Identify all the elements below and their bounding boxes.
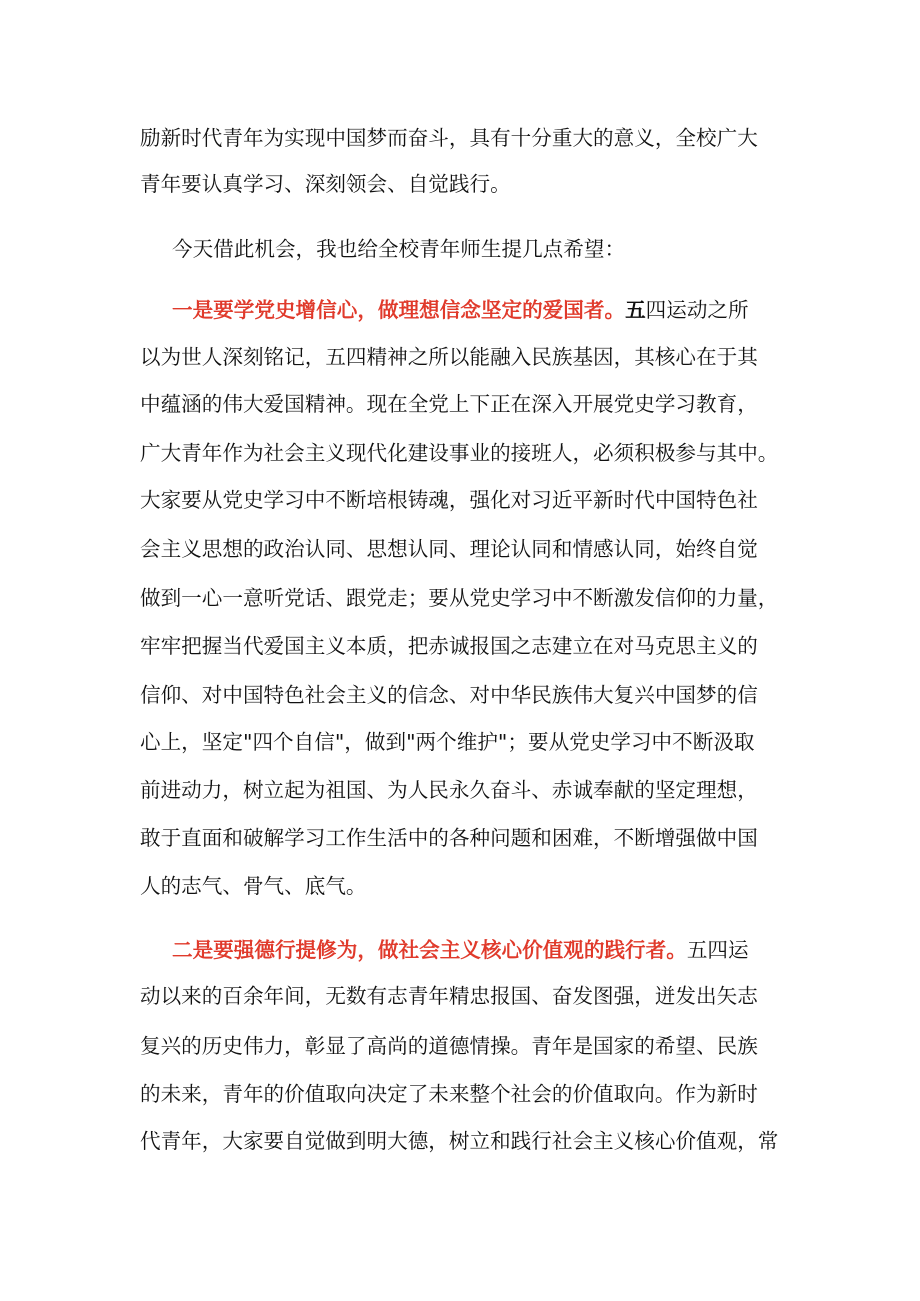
paragraph-line: 复兴的历史伟力，彰显了高尚的道德情操。青年是国家的希望、民族 [140,1034,758,1058]
paragraph-line: 前进动力，树立起为祖国、为人民永久奋斗、赤诚奉献的坚定理想， [140,778,758,802]
paragraph-line: 牢牢把握当代爱国主义本质，把赤诚报国之志建立在对马克思主义的 [140,634,758,658]
point-one-heading: 一是要学党史增信心，做理想信念坚定的爱国者。 [172,298,626,322]
point-two-heading: 二是要强德行提修为，做社会主义核心价值观的践行者。 [172,938,687,962]
paragraph-line: 中蕴涵的伟大爱国精神。现在全党上下正在深入开展党史学习教育， [140,392,758,416]
paragraph-line: 广大青年作为社会主义现代化建设事业的接班人，必须积极参与其中。 [140,441,779,465]
paragraph-line: 代青年，大家要自觉做到明大德，树立和践行社会主义核心价值观，常 [140,1129,779,1153]
paragraph-line: 青年要认真学习、深刻领会、自觉践行。 [140,172,511,196]
paragraph-line: 做到一心一意听党话、跟党走；要从党史学习中不断激发信仰的力量， [140,586,779,610]
paragraph-text: 五四运 [686,938,749,962]
paragraph-line: 以为世人深刻铭记，五四精神之所以能融入民族基因，其核心在于其 [140,345,758,369]
paragraph-line: 今天借此机会，我也给全校青年师生提几点希望： [172,237,626,261]
point-two-first-line [172,930,790,970]
paragraph-text: 四运动之所 [645,298,749,322]
paragraph-line: 信仰、对中国特色社会主义的信念、对中华民族伟大复兴中国梦的信 [140,683,758,707]
point-one-first-line [172,290,790,330]
paragraph-line: 动以来的百余年间，无数有志青年精忠报国、奋发图强，迸发出矢志 [140,984,758,1008]
paragraph-line: 的未来，青年的价值取向决定了未来整个社会的价值取向。作为新时 [140,1082,758,1106]
paragraph-line: 会主义思想的政治认同、思想认同、理论认同和情感认同，始终自觉 [140,537,758,561]
paragraph-line: 励新时代青年为实现中国梦而奋斗，具有十分重大的意义，全校广大 [140,126,758,150]
paragraph-line: 心上，坚定"四个自信"，做到"两个维护"；要从党史学习中不断汲取 [140,730,755,754]
paragraph-line: 大家要从党史学习中不断培根铸魂，强化对习近平新时代中国特色社 [140,488,758,512]
point-one-bold-char: 五 [625,298,646,322]
paragraph-line: 敢于直面和破解学习工作生活中的各种问题和困难，不断增强做中国 [140,826,758,850]
paragraph-line: 人的志气、骨气、底气。 [140,874,367,898]
